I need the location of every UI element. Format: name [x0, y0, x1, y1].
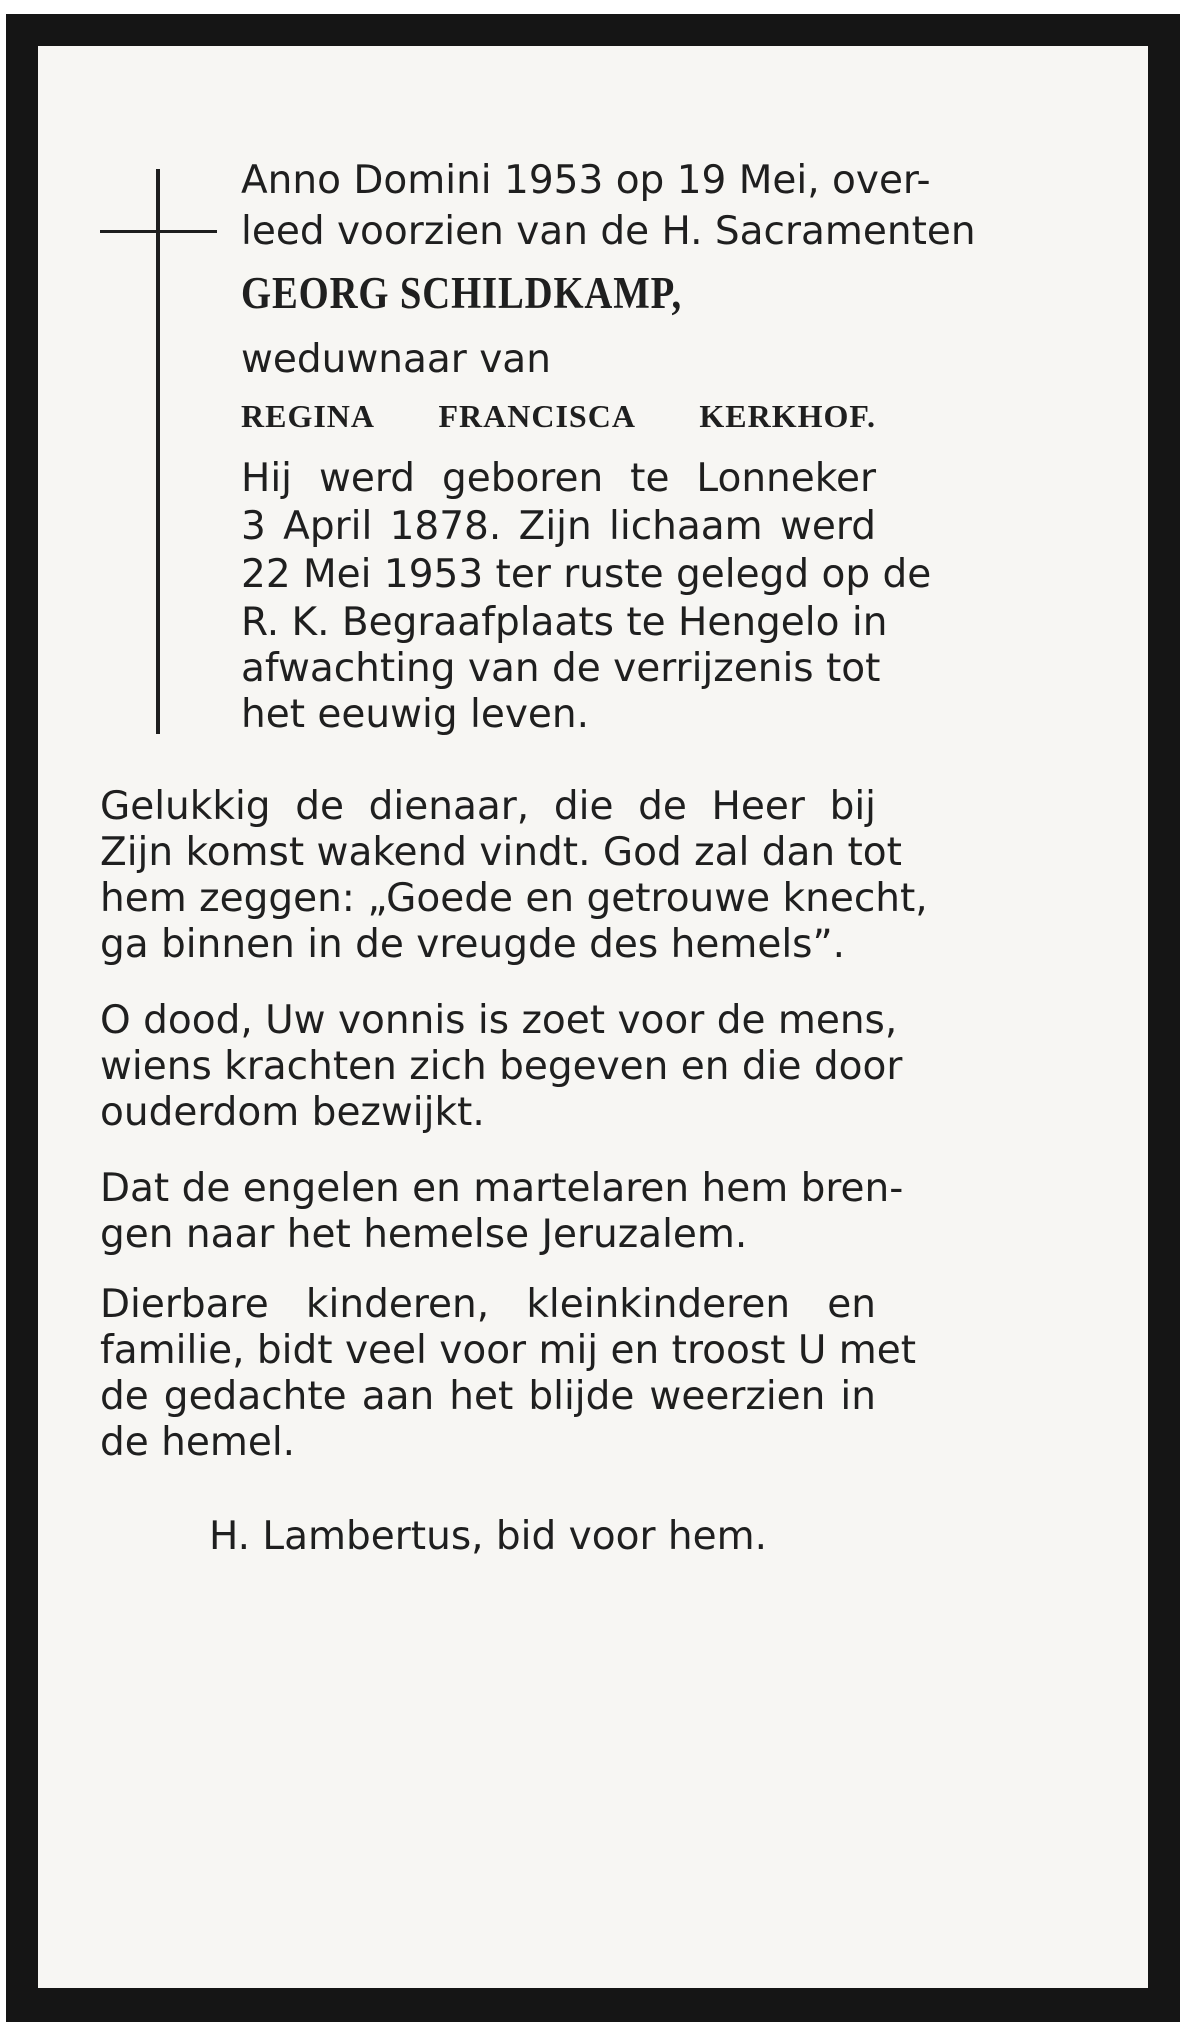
- bio-line: R. K. Begraafplaats te Hengelo in: [241, 600, 888, 645]
- prayer-line: hem zeggen: „Goede en getrouwe knecht,: [100, 876, 928, 921]
- bio-line: afwachting van de verrijzenis tot: [241, 646, 881, 691]
- prayer-line: Zijn komst wakend vindt. God zal dan tot: [100, 830, 902, 875]
- prayer-line: ouderdom bezwijkt.: [100, 1090, 485, 1135]
- deceased-name: GEORG SCHILDKAMP,: [241, 268, 683, 318]
- spouse-name: REGINA FRANCISCA KERKHOF.: [241, 398, 876, 434]
- cross-icon-bar: [100, 230, 217, 233]
- prayer-line: Dierbare kinderen, kleinkinderen en: [100, 1282, 876, 1327]
- card-inner: [38, 46, 1148, 1988]
- prayer-line: ga binnen in de vreugde des hemels”.: [100, 922, 846, 967]
- prayer-line: wiens krachten zich begeven en die door: [100, 1044, 903, 1089]
- prayer-line: Gelukkig de dienaar, die de Heer bij: [100, 784, 876, 829]
- memorial-card: [6, 14, 1180, 2022]
- prayer-line: gen naar het hemelse Jeruzalem.: [100, 1212, 748, 1257]
- widower-label: weduwnaar van: [241, 337, 551, 382]
- bio-line: Hij werd geboren te Lonneker: [241, 456, 876, 501]
- bio-line: het eeuwig leven.: [241, 692, 590, 737]
- prayer-line: de hemel.: [100, 1420, 296, 1465]
- prayer-line: familie, bidt veel voor mij en troost U met: [100, 1328, 917, 1373]
- intro-line: Anno Domini 1953 op 19 Mei, over-: [241, 158, 931, 203]
- bio-line: 22 Mei 1953 ter ruste gelegd op de: [241, 552, 932, 597]
- cross-icon: [156, 169, 160, 734]
- prayer-line: Dat de engelen en martelaren hem bren-: [100, 1166, 904, 1211]
- prayer-line: de gedachte aan het blijde weerzien in: [100, 1374, 876, 1419]
- closing-line: H. Lambertus, bid voor hem.: [208, 1514, 768, 1559]
- intro-line: leed voorzien van de H. Sacramenten: [241, 209, 976, 254]
- prayer-line: O dood, Uw vonnis is zoet voor de mens,: [100, 998, 898, 1043]
- bio-line: 3 April 1878. Zijn lichaam werd: [241, 504, 876, 549]
